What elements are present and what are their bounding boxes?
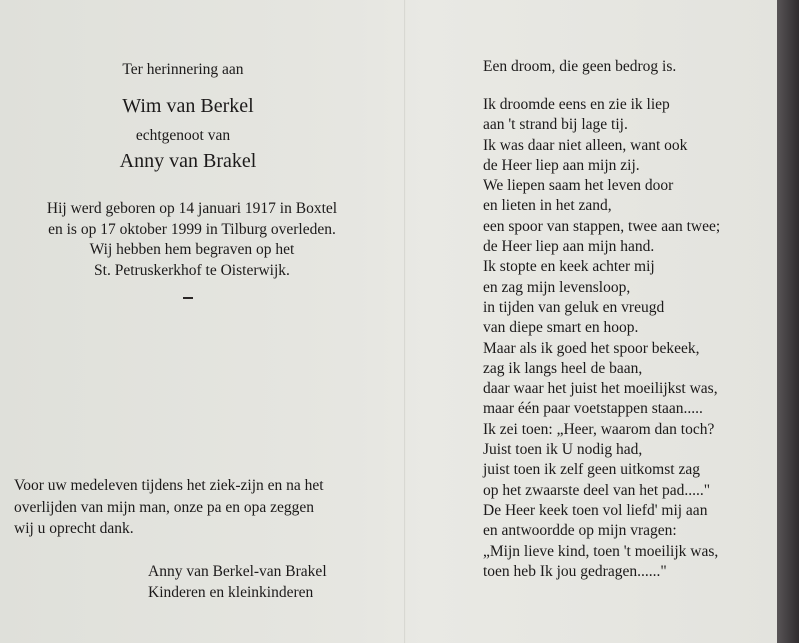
poem-line: daar waar het juist het moeilijkst was,	[483, 380, 718, 398]
poem-line: aan 't strand bij lage tij.	[483, 116, 628, 134]
bio-line: en is op 17 oktober 1999 in Tilburg overleden.	[48, 220, 336, 238]
poem-line: Ik zei toen: „Heer, waarom dan toch?	[483, 420, 715, 438]
poem-line: in tijden van geluk en vreugd	[483, 298, 665, 316]
relation-text: echtgenoot van	[135, 127, 231, 144]
thanks-line: Voor uw medeleven tijdens het ziek-zijn en na het	[14, 477, 324, 494]
poem-line: de Heer liep aan mijn hand.	[483, 238, 655, 256]
bio-line: Hij werd geboren op 14 januari 1917 in Boxtel	[46, 200, 338, 217]
poem-line: Juist toen ik U nodig had,	[483, 441, 643, 459]
poem-line: van diepe smart en hoop.	[483, 319, 639, 337]
thanks-line: overlijden van mijn man, onze pa en opa zeggen	[14, 498, 314, 516]
bio-line: Wij hebben hem begraven op het	[89, 241, 295, 258]
poem-line: Ik was daar niet alleen, want ook	[483, 136, 688, 154]
poem-line: een spoor van stappen, twee aan twee;	[483, 217, 721, 235]
poem-line: en antwoordde op mijn vragen:	[483, 522, 677, 540]
signature-line: Kinderen en kleinkinderen	[148, 584, 314, 601]
intro-text: Ter herinnering aan	[122, 61, 244, 78]
poem-line: en zag mijn levensloop,	[483, 278, 631, 296]
bio-block	[12, 199, 372, 281]
card-fold	[404, 0, 406, 643]
poem-line: Ik droomde eens en zie ik liep	[483, 96, 670, 113]
background-edge	[777, 0, 799, 643]
deceased-name: Wim van Berkel	[122, 95, 254, 117]
spouse-name: Anny van Brakel	[119, 150, 257, 172]
poem-line: Maar als ik goed het spoor bekeek,	[483, 339, 700, 357]
poem-line: de Heer liep aan mijn zij.	[483, 156, 640, 174]
signature-line: Anny van Berkel-van Brakel	[148, 563, 327, 580]
poem-line: We liepen saam het leven door	[483, 177, 674, 195]
poem-line: maar één paar voetstappen staan.....	[483, 400, 703, 418]
poem-lines	[483, 95, 720, 582]
poem-line: op het zwaarste deel van het pad....."	[483, 481, 711, 499]
thanks-block	[14, 475, 384, 540]
poem-line: zag ik langs heel de baan,	[483, 359, 643, 377]
poem-line: en lieten in het zand,	[483, 197, 612, 215]
poem-line: toen heb Ik jou gedragen......"	[483, 562, 667, 580]
thanks-line: wij u oprecht dank.	[14, 520, 134, 537]
poem-line: juist toen ik zelf geen uitkomst zag	[483, 461, 700, 479]
bio-line: St. Petruskerkhof te Oisterwijk.	[94, 261, 290, 279]
poem-line: „Mijn lieve kind, toen 't moeilijk was,	[483, 542, 719, 560]
poem-title: Een droom, die geen bedrog is.	[483, 58, 677, 75]
poem-line: De Heer keek toen vol liefd' mij aan	[483, 501, 708, 519]
separator-dash	[183, 297, 193, 299]
poem-line: Ik stopte en keek achter mij	[483, 258, 655, 276]
signature-block	[148, 561, 327, 603]
